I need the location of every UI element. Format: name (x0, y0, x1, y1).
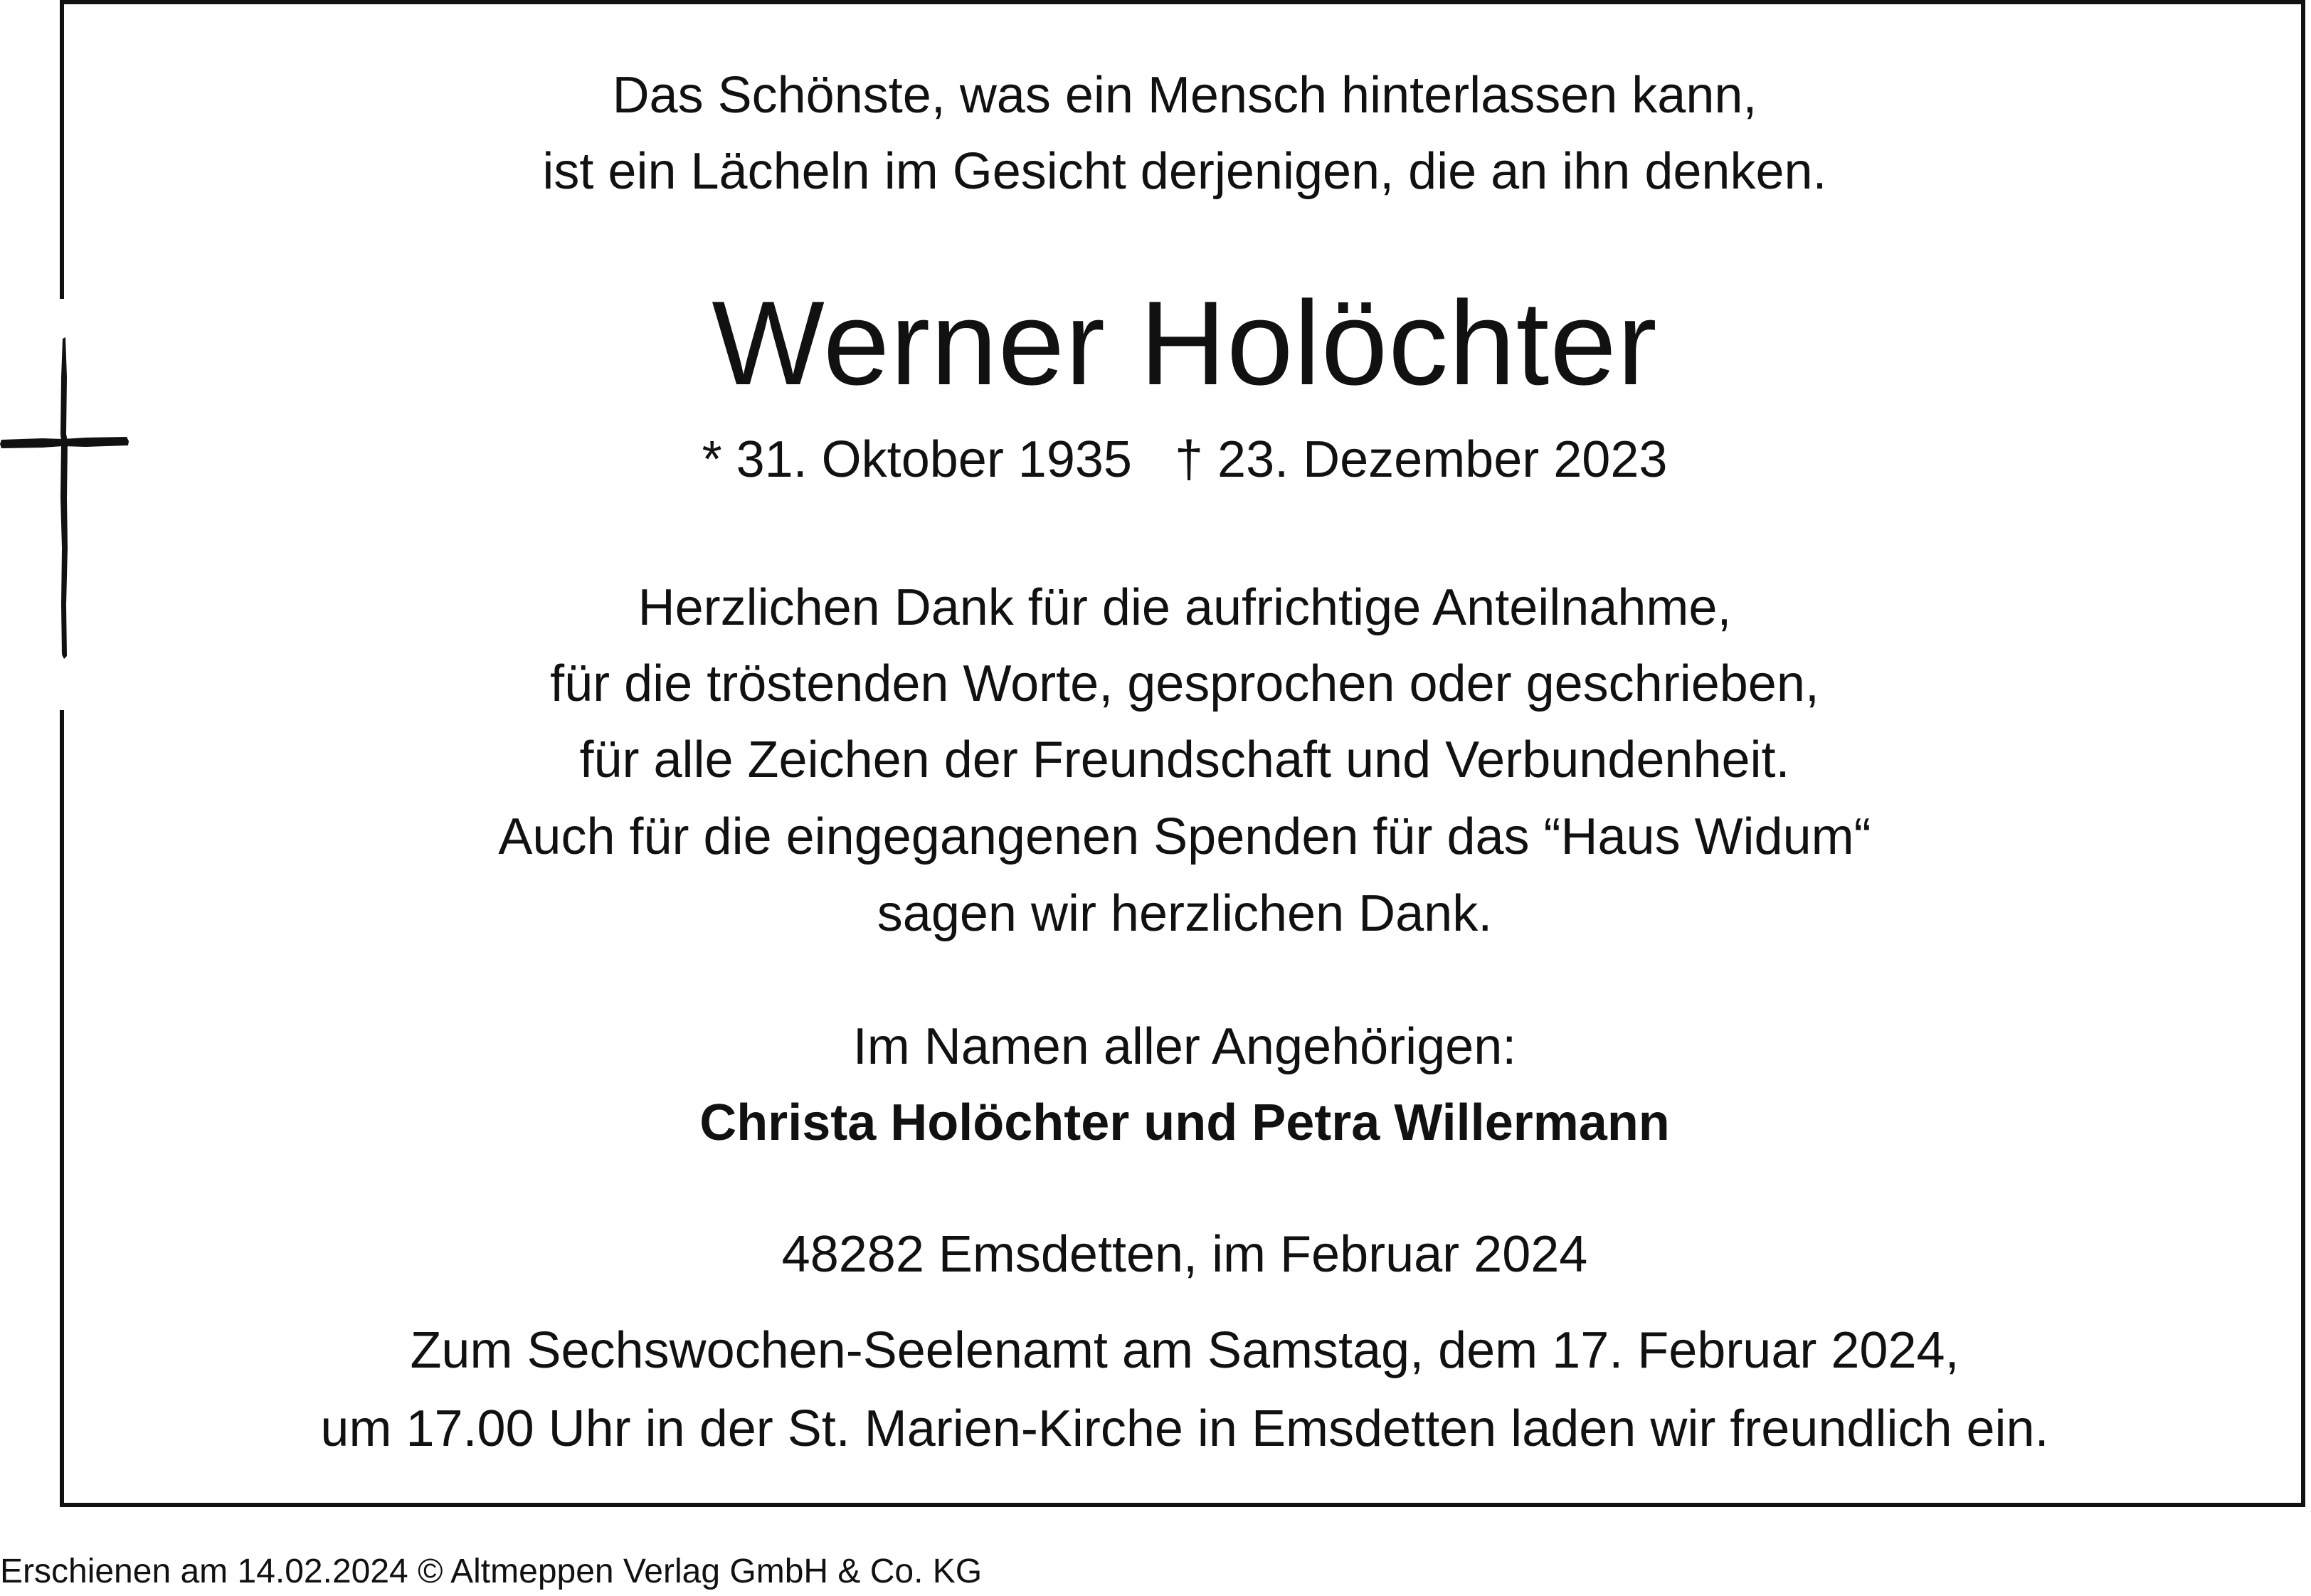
service-line-1: Zum Sechswochen-Seelenamt am Samstag, dem 17. Februar 2024, (410, 1322, 1960, 1379)
thanks-line-1: Herzlichen Dank für die aufrichtige Anteilnahme, (638, 579, 1732, 636)
service-line-2: um 17.00 Uhr in der St. Marien-Kirche in Emsdetten laden wir freundlich ein. (320, 1400, 2049, 1457)
signature-intro: Im Namen aller Angehörigen: (852, 1018, 1517, 1075)
thanks-line-2: für die tröstenden Worte, gesprochen oder geschrieben, (550, 655, 1819, 712)
deceased-name: Werner Holöchter (712, 276, 1658, 410)
place-date: 48282 Emsdetten, im Februar 2024 (781, 1226, 1588, 1283)
publication-footer: Erschienen am 14.02.2024 © Altmeppen Verlag GmbH & Co. KG (0, 1553, 983, 1590)
thanks-line-3: für alle Zeichen der Freundschaft und Verbundenheit. (579, 731, 1790, 788)
thanks-line-5: sagen wir herzlichen Dank. (877, 885, 1493, 942)
life-dates: * 31. Oktober 1935 † 23. Dezember 2023 (702, 431, 1668, 488)
thanks-line-4: Auch für die eingegangenen Spenden für das “Haus Widum“ (498, 808, 1871, 865)
quote-line-1: Das Schönste, was ein Mensch hinterlassen kann, (612, 67, 1757, 124)
quote-line-2: ist ein Lächeln im Gesicht derjenigen, die an ihn denken. (542, 143, 1827, 200)
signature-names: Christa Holöchter und Petra Willermann (699, 1094, 1670, 1151)
